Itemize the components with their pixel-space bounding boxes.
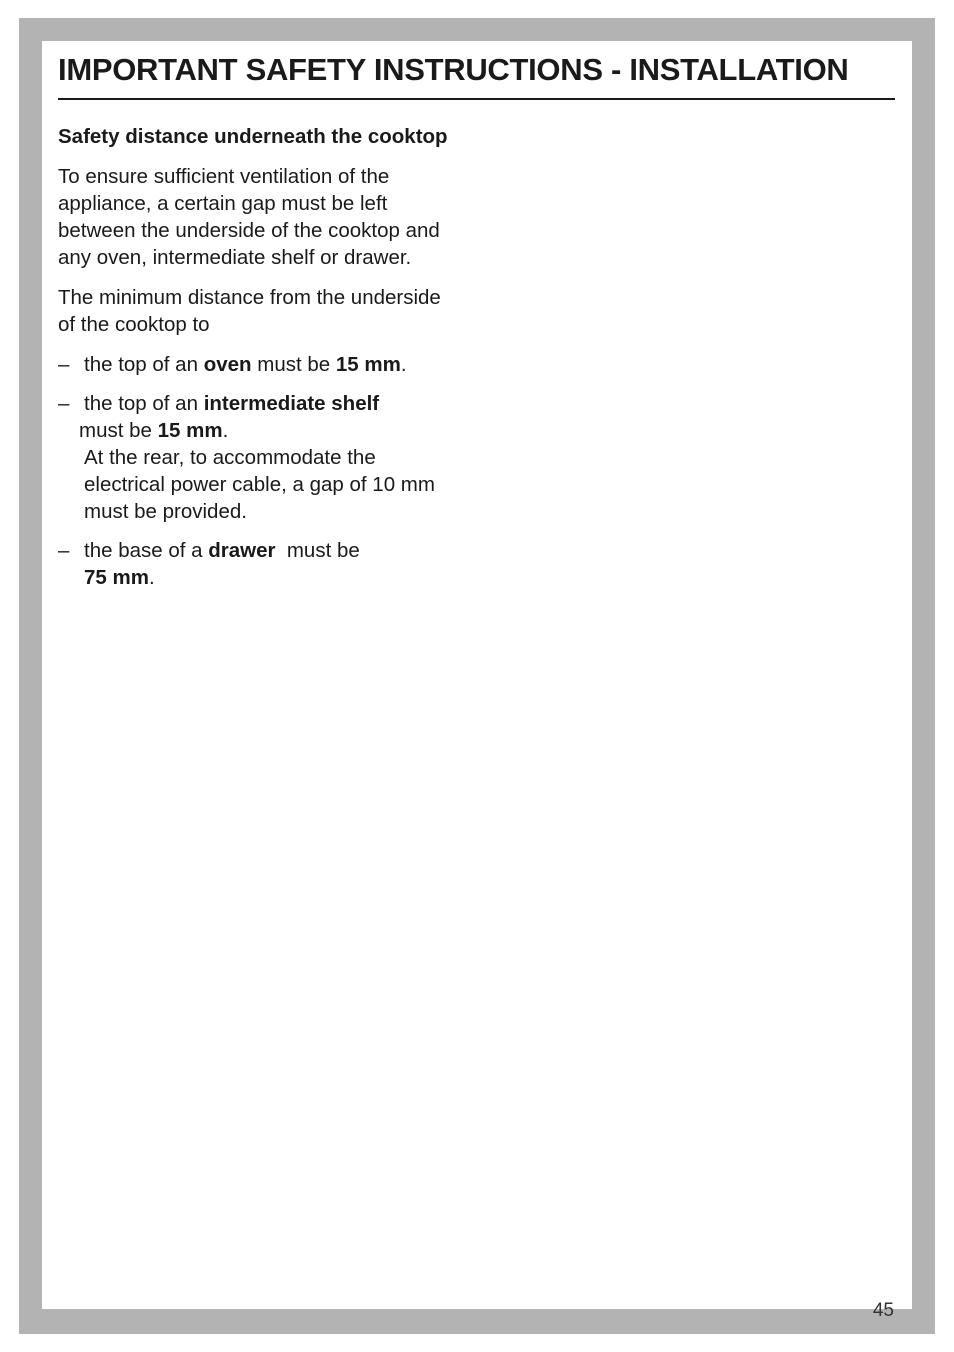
page-number: 45 — [872, 1300, 894, 1321]
item-text: must be — [79, 419, 158, 442]
list-item-oven — [58, 351, 458, 378]
lead-paragraph: The minimum distance from the underside of the cooktop to — [58, 286, 441, 336]
item-text: the base of a — [84, 539, 209, 562]
intro-paragraph: To ensure sufficient ventilation of the appliance, a certain gap must be left between the underside of the cooktop and any oven, intermediate shelf or drawer. — [58, 165, 440, 269]
item-text: . — [222, 419, 229, 442]
item-text: must be — [275, 539, 366, 562]
main-content — [58, 123, 458, 603]
item-term: drawer — [208, 539, 276, 562]
dash-bullet: – — [58, 392, 70, 415]
item-value: 15 mm — [335, 353, 401, 376]
dash-bullet: – — [58, 539, 70, 562]
list-item-drawer — [58, 537, 458, 591]
item-value: 75 mm — [84, 566, 149, 589]
item-term: oven — [203, 353, 252, 376]
item-text: the top of an — [84, 353, 204, 376]
distance-list — [58, 351, 458, 591]
item-note: At the rear, to accommodate the electrical power cable, a gap of 10 mm must be provided. — [84, 446, 435, 523]
item-term: intermediate shelf — [203, 392, 380, 415]
title-underline — [58, 98, 895, 100]
item-text: the top of an — [84, 392, 204, 415]
item-value: 15 mm — [157, 419, 223, 442]
page-title: IMPORTANT SAFETY INSTRUCTIONS - INSTALLATION — [58, 52, 849, 87]
item-text: . — [400, 353, 407, 376]
dash-bullet: – — [58, 353, 70, 376]
item-text: . — [148, 566, 155, 589]
list-item-intermediate-shelf — [58, 390, 458, 525]
item-text: must be — [251, 353, 336, 376]
section-heading: Safety distance underneath the cooktop — [58, 125, 448, 148]
